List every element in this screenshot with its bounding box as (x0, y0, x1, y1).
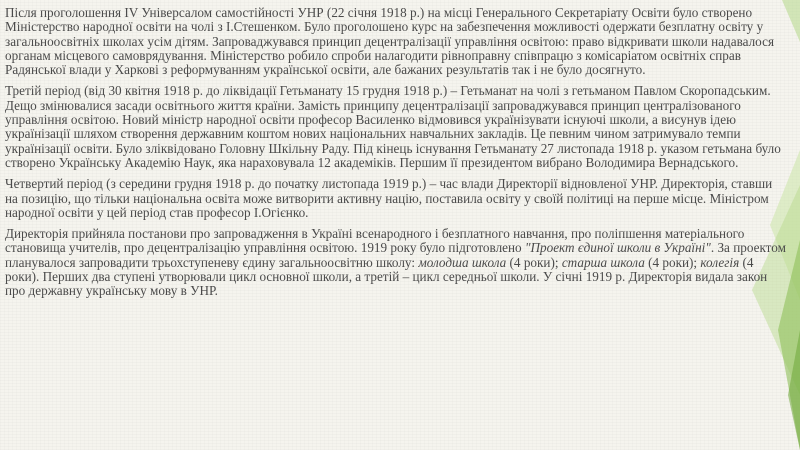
paragraph-2 (5, 84, 788, 170)
paragraph-3-text: Четвертий період (з середини грудня 1918 р. до початку листопада 1919 р.) – час влади Директорії відновленої УНР. Директорія, ставши на позицію, що тільки національна освіта може витворити активну націю, поставила освіту у своїй політиці на перше місце. Міністром народної освіти у цей період став професор І.Огієнко. (5, 176, 773, 220)
paragraph-1 (5, 6, 788, 77)
paragraph-4-part-2: . За проектом планувалося запровадити трьохступеневу єдину загальноосвітню школу: (5, 240, 786, 270)
paragraph-3 (5, 177, 788, 220)
paragraph-4-part-5: (4 роки). Перших два ступені утворювали цикл основної школи, а третій – цикл середньої школи. У січні 1919 р. Директорія видала закон про державну українську мову в УНР. (5, 254, 768, 299)
paragraph-2-text: Третій період (від 30 квітня 1918 р. до ліквідації Гетьманату 15 грудня 1918 р.) – Гетьманат на чолі з гетьманом Павлом Скоропадським. Дещо змінювалися засади освітнього життя країни. Замість принципу децентралізації запроваджувався принцип централізованого управління освітою. Новий міністр народної освіти професор Василенко відмовився українізувати існуючі школи, а висунув ідею українізації шляхом створення державним коштом нових національних навчальних закладів. Це певним чином затримувало темпи українізації освіти. Було зліквідовано Головну Шкільну Раду. Під кінець існування Гетьманату 27 листопада 1918 р. указом гетьмана було створено Українську Академію Наук, яка нараховувала 12 академіків. Першим її президентом вибрано Володимира Вернадського. (5, 83, 781, 170)
paragraph-4-part-3: (4 роки); (506, 254, 562, 270)
school-project-title: "Проект єдиної школи в Україні" (524, 240, 711, 256)
term-senior-school: старша школа (561, 254, 645, 270)
term-junior-school: молодша школа (418, 254, 507, 270)
paragraph-1-text: Після проголошення IV Універсалом самостійності УНР (22 січня 1918 р.) на місці Генерального Секретаріату Освіти було створено Міністерство народної освіти на чолі з І.Стешенком. Було проголошено курс на забезпечення можливості одержати безплатну освіту у загальноосвітніх школах усім дітям. Запроваджувався принцип децентралізації управління освітою: право відкривати школи надавалося органам місцевого самоврядування. Міністерство робило спроби налагодити рівноправну співпрацю з комісаріатом освітніх справ Радянської влади у Харкові з реформуванням української освіти, але бажаних результатів так і не було досягнуто. (5, 5, 775, 78)
term-college: колегія (700, 254, 740, 270)
slide-body-text (5, 6, 788, 306)
paragraph-4-part-4: (4 роки); (644, 254, 701, 270)
paragraph-4 (5, 227, 788, 298)
paragraph-4-part-1: Директорія прийняла постанови про запровадження в Україні всенародного і безплатного навчання, про поліпшення матеріального становища учителів, про децентралізацію управління освітою. 1919 року було підготовлено (5, 226, 745, 256)
